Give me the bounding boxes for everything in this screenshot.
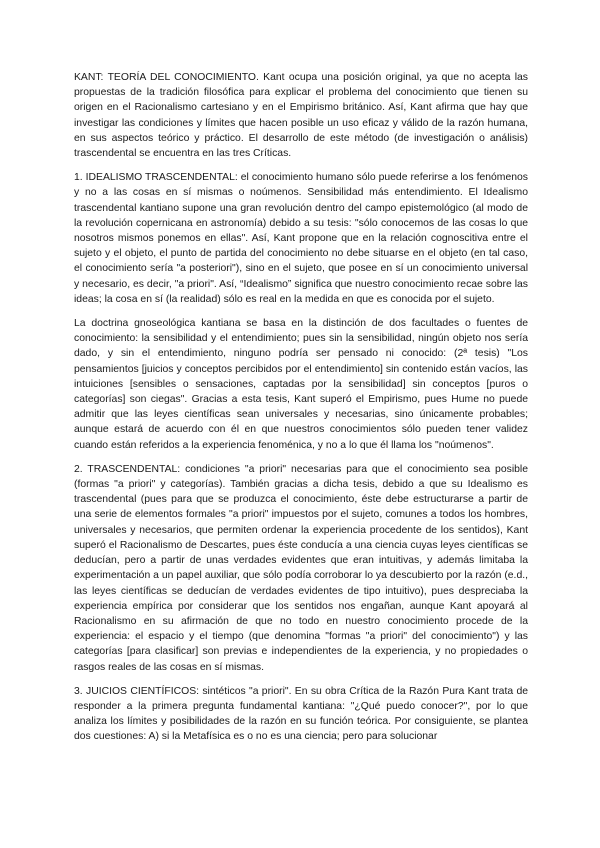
idealismo-paragraph: 1. IDEALISMO TRASCENDENTAL: el conocimiento humano sólo puede referirse a los fenómenos y no a las cosas en sí mismas o noúmenos. Sensibilidad más entendimiento. El Idealismo trascendental kantiano supone una gran revolución dentro del campo epistemológico (al modo de la revolución copernicana en astronomía) debido a su tesis: "sólo conocemos de las cosas lo que nosotros mismos ponemos en ellas". Así, Kant propone que en la relación cognoscitiva entre el sujeto y el objeto, el punto de partida del conocimiento no debe situarse en el objeto (en tal caso, el conocimiento sería "a posteriori"), sino en el sujeto, que posee en sí un conocimiento universal y necesario, es decir, "a priori". Así, “Idealismo” significa que nuestro conocimiento recae sobre las ideas; la cosa en sí (la realidad) sólo es real en la medida en que es conocida por el sujeto. <box>74 172 528 305</box>
document-page <box>74 70 528 754</box>
trascendental-paragraph: 2. TRASCENDENTAL: condiciones "a priori" necesarias para que el conocimiento sea posible (formas "a priori" y categorías). También gracias a dicha tesis, debido a que su Idealismo es trascendental (pues para que se produzca el conocimiento, éste debe estructurarse a partir de una serie de elementos formales "a priori" impuestos por el sujeto, comunes a todos los hombres, universales y necesarios, que permiten ordenar la experiencia procedente de los sentidos), Kant superó el Racionalismo de Descartes, pues éste conducía a una ciencia cuyas leyes científicas se deducían, pero a partir de unas verdades evidentes que eran intuitivas, y además limitaba la experimentación a un papel auxiliar, que sólo podía corroborar lo ya descubierto por la razón (e.d., las leyes científicas se deducían de verdades evidentes de tipo intuitivo), pues despreciaba la experiencia empírica por considerar que los sentidos nos engañan, aunque Kant apoyará al Racionalismo en su afirmación de que no todo en nuestro conocimiento procede de la experiencia: el espacio y el tiempo (que denomina "formas "a priori" del conocimiento") y las categorías [para clasificar] son previas e independientes de la experiencia, y no propiedades o rasgos reales de las cosas en sí mismas. <box>74 463 528 673</box>
intro-paragraph: KANT: TEORÍA DEL CONOCIMIENTO. Kant ocupa una posición original, ya que no acepta las propuestas de la tradición filosófica para explicar el problema del conocimiento que tienen su origen en el Racionalismo cartesiano y en el Empirismo británico. Así, Kant afirma que hay que investigar las condiciones y límites que hacen posible un uso eficaz y válido de la razón humana, en sus aspectos teórico y práctico. El desarrollo de este método (de investigación o análisis) trascendental se encuentra en las tres Críticas. <box>74 72 528 160</box>
gnoseologia-paragraph: La doctrina gnoseológica kantiana se basa en la distinción de dos facultades o fuentes de conocimiento: la sensibilidad y el entendimiento; pues sin la sensibilidad, ningún objeto nos sería dado, y sin el entendimiento, ninguno podría ser pensado ni conocido: (2ª tesis) "Los pensamientos [juicios y conceptos percibidos por el entendimiento] sin contenido están vacíos, las intuiciones [sensibles o sensaciones, captadas por la sensibilidad] sin conceptos [puros o categorías] son ciegas". Gracias a esta tesis, Kant superó el Empirismo, pues Hume no puede admitir que las leyes científicas sean universales y necesarias, sino únicamente probables; aunque estará de acuerdo con él en que nuestros conocimientos sólo pueden tener validez cuando están referidos a la experiencia fenoménica, y no a lo que él llama los "noúmenos". <box>74 318 528 451</box>
juicios-paragraph: 3. JUICIOS CIENTÍFICOS: sintéticos "a priori". En su obra Crítica de la Razón Pura Kant trata de responder a la primera pregunta fundamental kantiana: "¿Qué puedo conocer?", por lo que analiza los límites y posibilidades de la razón en su función teórica. Por consiguiente, se plantea dos cuestiones: A) si la Metafísica es o no es una ciencia; pero para solucionar <box>74 685 528 743</box>
